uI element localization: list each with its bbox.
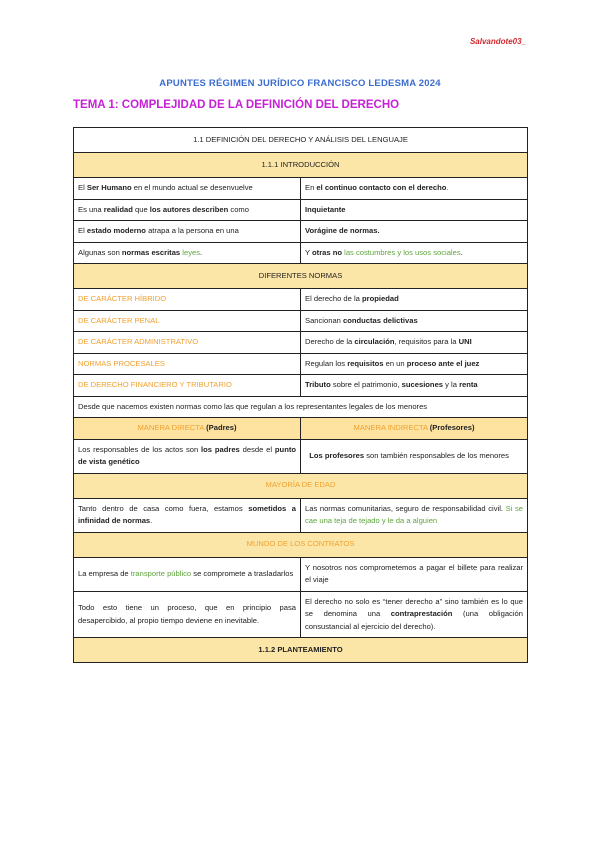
planteamiento-header: 1.1.2 PLANTEAMIENTO: [74, 638, 528, 663]
mayoria-header: MAYORÍA DE EDAD: [74, 473, 528, 498]
mayoria-left: Tanto dentro de casa como fuera, estamos sometidos a infinidad de normas.: [74, 498, 301, 532]
table-row: [74, 473, 528, 498]
responsables-right: Los profesores son también responsables de los menores: [301, 439, 528, 473]
manera-indirecta-header: MANERA INDIRECTA (Profesores): [301, 418, 528, 440]
section-title: TEMA 1: COMPLEJIDAD DE LA DEFINICIÓN DEL DERECHO: [73, 99, 400, 111]
table-row: [74, 332, 528, 354]
mayoria-right: Las normas comunitarias, seguro de responsabilidad civil. Si se cae una teja de tejado y le da a alguien: [301, 498, 528, 532]
author-tag: Salvandote03_: [469, 37, 526, 46]
manera-directa-header: MANERA DIRECTA (Padres): [74, 418, 301, 440]
table-row: [74, 498, 528, 532]
main-header: 1.1 DEFINICIÓN DEL DERECHO Y ANÁLISIS DEL LENGUAJE: [74, 128, 528, 153]
norma-description: Tributo sobre el patrimonio, sucesiones y la renta: [301, 375, 528, 397]
intro-left-cell: El estado moderno atrapa a la persona en una: [74, 221, 301, 243]
table-row: [74, 353, 528, 375]
table-row: [74, 128, 528, 153]
proceso-left: Todo esto tiene un proceso, que en principio pasa desapercibido, al propio tiempo deviene en inevitable.: [74, 591, 301, 638]
intro-right-cell: Vorágine de normas.: [301, 221, 528, 243]
intro-right-cell: En el continuo contacto con el derecho.: [301, 178, 528, 200]
norma-type: DE CARÁCTER HÍBRIDO: [74, 289, 301, 311]
norma-type: DE DERECHO FINANCIERO Y TRIBUTARIO: [74, 375, 301, 397]
proceso-right: El derecho no solo es “tener derecho a” sino también es lo que se denomina una contraprestación (una obligación consustancial al ejercicio del derecho).: [301, 591, 528, 638]
contratos-right: Y nosotros nos comprometemos a pagar el billete para realizar el viaje: [301, 557, 528, 591]
table-row: [74, 557, 528, 591]
table-row: [74, 532, 528, 557]
norma-type: DE CARÁCTER ADMINISTRATIVO: [74, 332, 301, 354]
intro-right-cell: Y otras no las costumbres y los usos sociales.: [301, 242, 528, 264]
intro-left-cell: Es una realidad que los autores describen como: [74, 199, 301, 221]
table-row: [74, 153, 528, 178]
contratos-header: MUNDO DE LOS CONTRATOS: [74, 532, 528, 557]
table-row: [74, 638, 528, 663]
full-width-note: Desde que nacemos existen normas como las que regulan a los representantes legales de los menores: [74, 396, 528, 418]
table-row: [74, 178, 528, 200]
document-title: APUNTES RÉGIMEN JURÍDICO FRANCISCO LEDESMA 2024: [159, 78, 441, 89]
table-row: [74, 439, 528, 473]
contratos-left: La empresa de transporte público se compromete a trasladarlos: [74, 557, 301, 591]
table-row: [74, 310, 528, 332]
table-row: [74, 396, 528, 418]
intro-left-cell: Algunas son normas escritas leyes.: [74, 242, 301, 264]
table-row: [74, 199, 528, 221]
responsables-left: Los responsables de los actos son los padres desde el punto de vista genético: [74, 439, 301, 473]
table-row: [74, 289, 528, 311]
intro-right-cell: Inquietante: [301, 199, 528, 221]
table-row: [74, 375, 528, 397]
notes-table: [73, 127, 528, 663]
table-row: [74, 221, 528, 243]
norma-description: Regulan los requisitos en un proceso ante el juez: [301, 353, 528, 375]
table-row: [74, 242, 528, 264]
normas-header: DIFERENTES NORMAS: [74, 264, 528, 289]
table-row: [74, 591, 528, 638]
intro-left-cell: El Ser Humano en el mundo actual se desenvuelve: [74, 178, 301, 200]
norma-description: Sancionan conductas delictivas: [301, 310, 528, 332]
norma-description: Derecho de la circulación, requisitos para la UNI: [301, 332, 528, 354]
table-row: [74, 264, 528, 289]
norma-type: DE CARÁCTER PENAL: [74, 310, 301, 332]
table-row: [74, 418, 528, 440]
norma-type: NORMAS PROCESALES: [74, 353, 301, 375]
norma-description: El derecho de la propiedad: [301, 289, 528, 311]
intro-header: 1.1.1 INTRODUCCIÓN: [74, 153, 528, 178]
